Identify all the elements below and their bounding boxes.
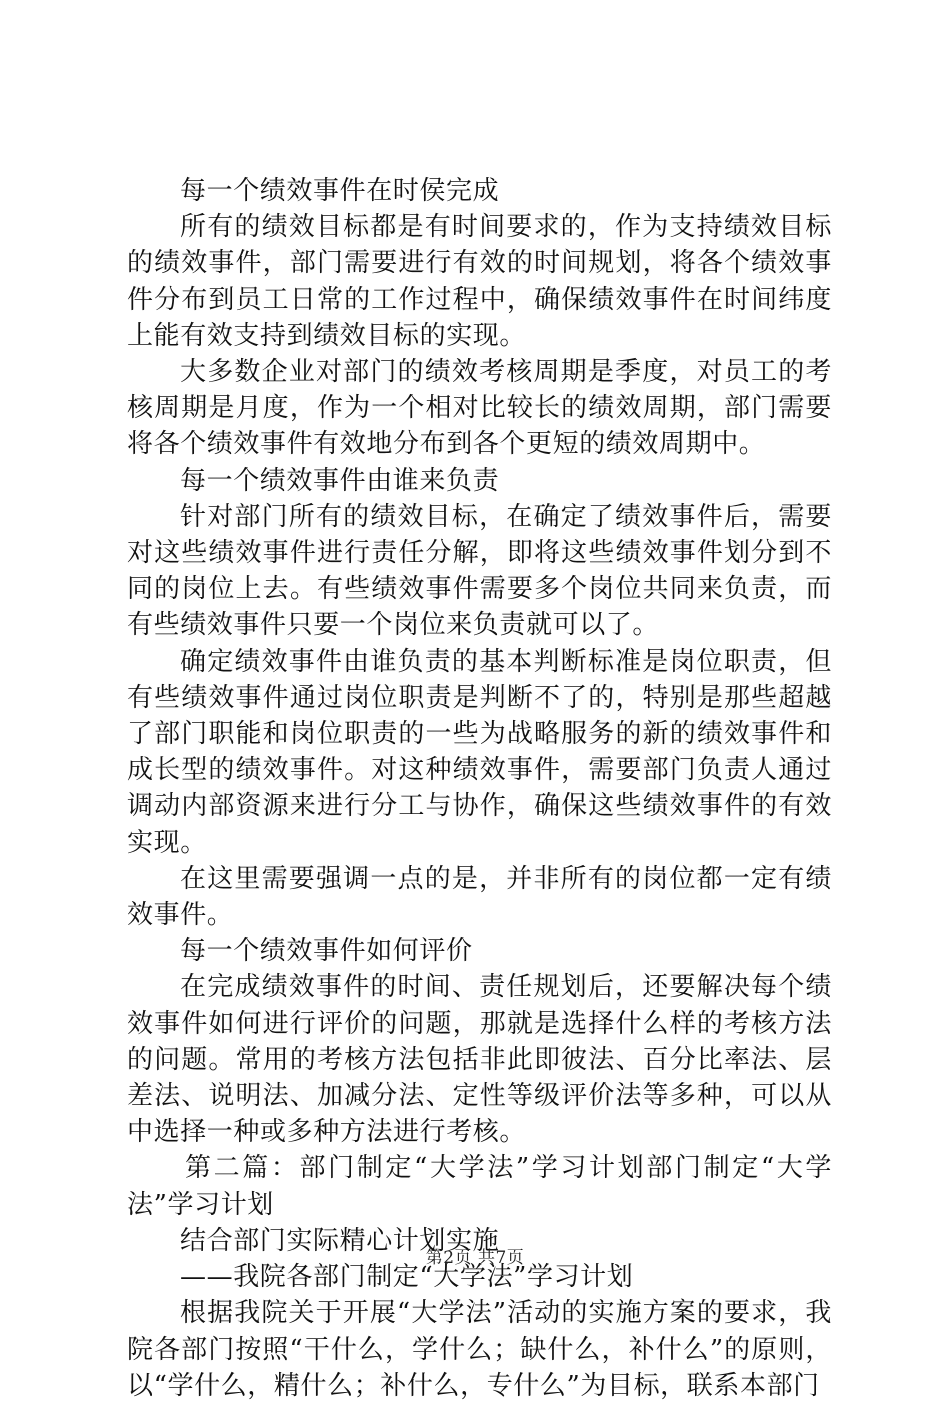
section-heading-timing: 每一个绩效事件在时侯完成 (180, 176, 500, 206)
section-heading-evaluation: 每一个绩效事件如何评价 (180, 936, 473, 967)
chapter-title: 第二篇：部门制定“大学法”学习计划部门制定“大学法”学习计划 (127, 1153, 832, 1220)
paragraph: 在完成绩效事件的时间、责任规划后，还要解决每个绩效事件如何进行评价的问题，那就是选择什么样的考核方法的问题。常用的考核方法包括非此即彼法、百分比率法、层差法、说明法、加减分法、定性等级评价法等多种，可以从中选择一种或多种方法进行考核。 (127, 972, 832, 1148)
paragraph: 根据我院关于开展“大学法”活动的实施方案的要求，我院各部门按照“干什么，学什么；缺什么，补什么”的原则，以“学什么，精什么；补什么，专什么”为目标，联系本部门 (127, 1298, 832, 1401)
page-number-footer: 第2页 共7页 (425, 1248, 525, 1268)
section-heading-responsibility: 每一个绩效事件由谁来负责 (180, 465, 500, 496)
document-body (127, 173, 832, 1404)
paragraph: 针对部门所有的绩效目标，在确定了绩效事件后，需要对这些绩效事件进行责任分解，即将这些绩效事件划分到不同的岗位上去。有些绩效事件需要多个岗位共同来负责，而有些绩效事件只要一个岗位来负责就可以了。 (127, 501, 832, 641)
paragraph: 在这里需要强调一点的是，并非所有的岗位都一定有绩效事件。 (127, 863, 832, 931)
paragraph: 所有的绩效目标都是有时间要求的，作为支持绩效目标的绩效事件，部门需要进行有效的时间规划，将各个绩效事件分布到员工日常的工作过程中，确保绩效事件在时间纬度上能有效支持到绩效目标的实现。 (127, 212, 832, 351)
subtitle: 结合部门实际精心计划实施 (180, 1225, 500, 1256)
paragraph: 确定绩效事件由谁负责的基本判断标准是岗位职责，但有些绩效事件通过岗位职责是判断不了的，特别是那些超越了部门职能和岗位职责的一些为战略服务的新的绩效事件和成长型的绩效事件。对这种绩效事件，需要部门负责人通过调动内部资源来进行分工与协作，确保这些绩效事件的有效实现。 (127, 646, 832, 858)
subtitle-dash: ——我院各部门制定“大学法”学习计划 (180, 1262, 634, 1293)
paragraph: 大多数企业对部门的绩效考核周期是季度，对员工的考核周期是月度，作为一个相对比较长的绩效周期，部门需要将各个绩效事件有效地分布到各个更短的绩效周期中。 (127, 357, 832, 460)
